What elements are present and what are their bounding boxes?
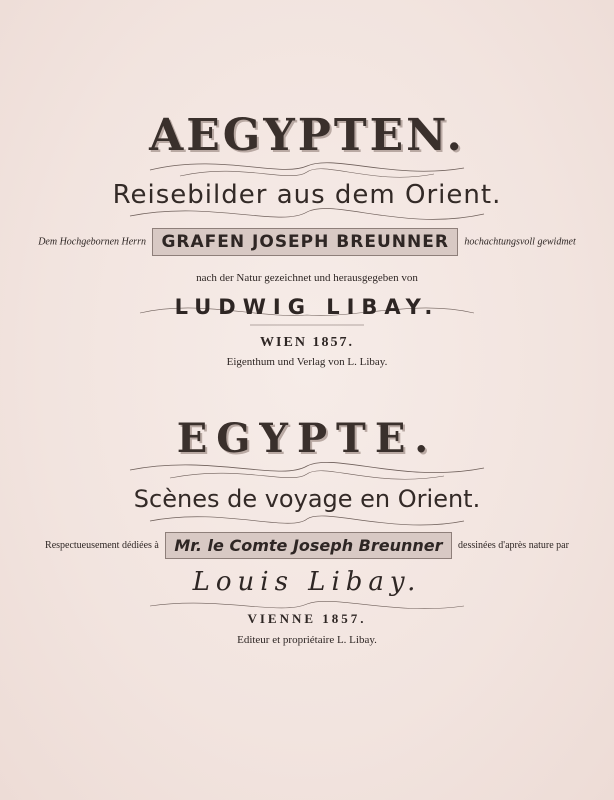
place-year-french: VIENNE 1857. <box>247 611 367 626</box>
dedication-prefix-french: Respectueusement dédiées à <box>45 539 159 551</box>
dedication-suffix-french: dessinées d'après nature par <box>458 539 569 551</box>
dedicatee-banner-french: Mr. le Comte Joseph Breunner <box>165 532 451 559</box>
publisher-french: Editeur et propriétaire L. Libay. <box>237 634 377 646</box>
place-year-german: WIEN 1857. <box>260 335 354 350</box>
subtitle-french: Scènes de voyage en Orient. <box>133 485 481 513</box>
nature-line-german: nach der Natur gezeichnet und herausgegeben von <box>196 272 418 284</box>
dedicatee-banner-german: GRAFEN JOSEPH BREUNNER <box>152 228 457 256</box>
subtitle-german: Reisebilder aus dem Orient. <box>112 180 502 210</box>
publisher-german: Eigenthum und Verlag von L. Libay. <box>226 356 388 368</box>
dedication-french <box>0 532 614 559</box>
dedication-prefix-german: Dem Hochgebornen Herrn <box>38 236 146 248</box>
author-french: Louis Libay. <box>192 567 422 597</box>
dedication-german <box>0 228 614 256</box>
author-german: LUDWIG LIBAY. <box>174 295 440 319</box>
title-german: AEGYPTEN. <box>149 110 465 161</box>
dedication-suffix-german: hochachtungsvoll gewidmet <box>464 236 576 248</box>
title-french: EGYPTE. <box>176 415 438 462</box>
